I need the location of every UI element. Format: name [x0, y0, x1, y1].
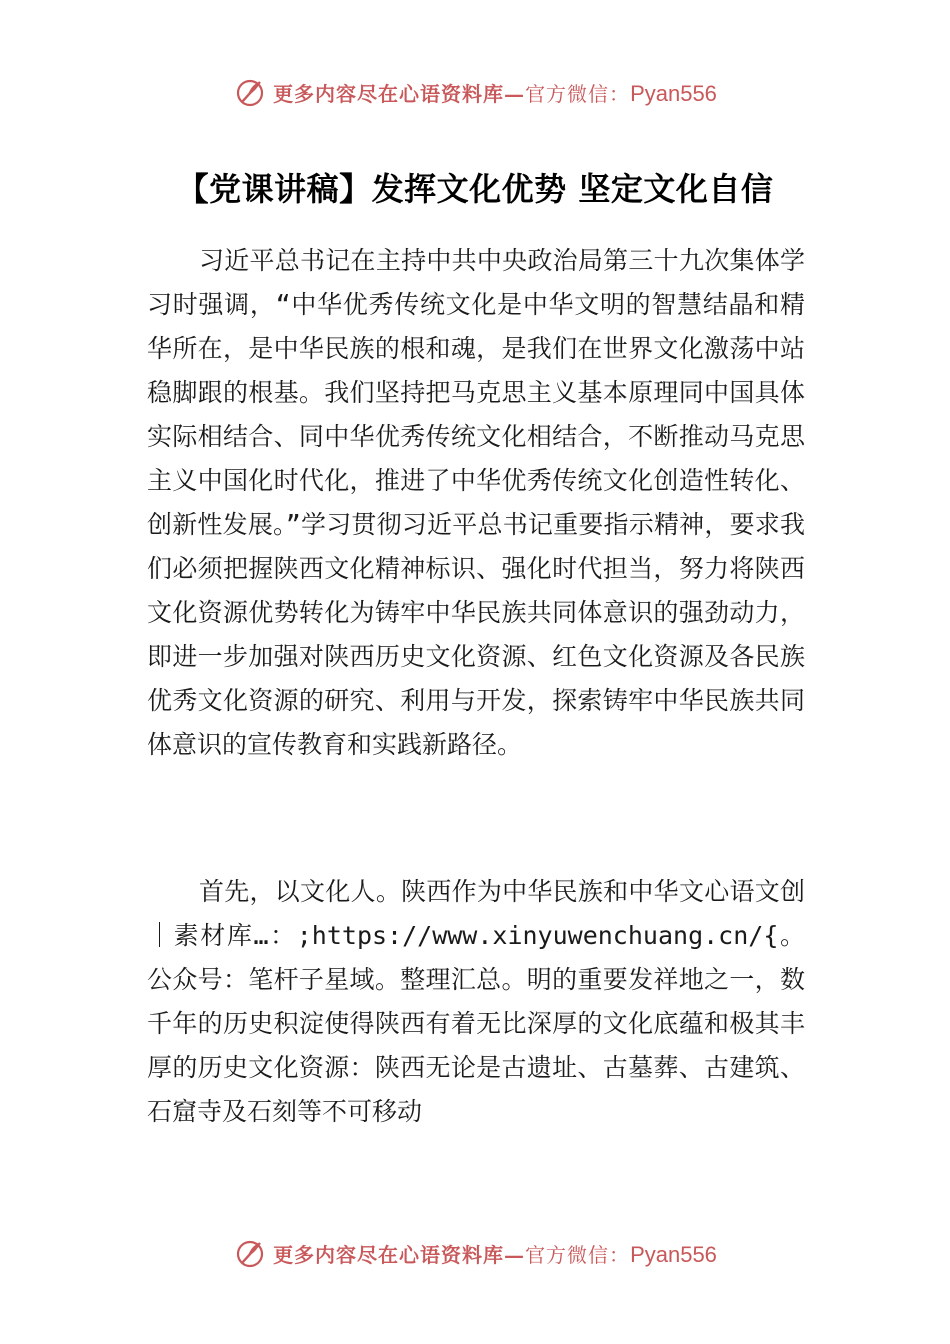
document-title: 【党课讲稿】发挥文化优势 坚定文化自信 — [176, 170, 774, 208]
watermark-main-text: 更多内容尽在心语资料库— — [273, 1242, 526, 1267]
watermark-main-text: 更多内容尽在心语资料库— — [273, 81, 526, 106]
watermark-wechat-id: Pyan556 — [630, 1241, 717, 1267]
quill-logo-icon — [233, 75, 267, 109]
watermark-text — [273, 1239, 717, 1268]
quill-logo-icon — [233, 1236, 267, 1270]
watermark-banner-top — [0, 72, 950, 112]
watermark-wechat-id: Pyan556 — [630, 80, 717, 106]
paragraph-2: 首先，以文化人。陕西作为中华民族和中华文心语文创｜素材库…：;https://www.xinyuwenchuang.cn/{。公众号：笔杆子星域。整理汇总。明的重要发祥地之一，数千年的历史积淀使得陕西有着无比深厚的文化底蕴和极其丰厚的历史文化资源：陕西无论是古遗址、古墓葬、古建筑、石窟寺及石刻等不可移动 — [147, 877, 805, 1126]
paragraph-1: 习近平总书记在主持中共中央政治局第三十九次集体学习时强调，“中华优秀传统文化是中华文明的智慧结晶和精华所在，是中华民族的根和魂，是我们在世界文化激荡中站稳脚跟的根基。我们坚持把马克思主义基本原理同中国具体实际相结合、同中华优秀传统文化相结合，不断推动马克思主义中国化时代化，推进了中华优秀传统文化创造性转化、创新性发展。”学习贯彻习近平总书记重要指示精神，要求我们必须把握陕西文化精神标识、强化时代担当，努力将陕西文化资源优势转化为铸牢中华民族共同体意识的强劲动力，即进一步加强对陕西历史文化资源、红色文化资源及各民族优秀文化资源的研究、利用与开发，探索铸牢中华民族共同体意识的宣传教育和实践新路径。 — [147, 246, 805, 759]
watermark-banner-bottom — [0, 1233, 950, 1273]
watermark-label: 官方微信： — [525, 81, 631, 106]
watermark-label: 官方微信： — [525, 1242, 631, 1267]
watermark-text — [273, 78, 717, 107]
